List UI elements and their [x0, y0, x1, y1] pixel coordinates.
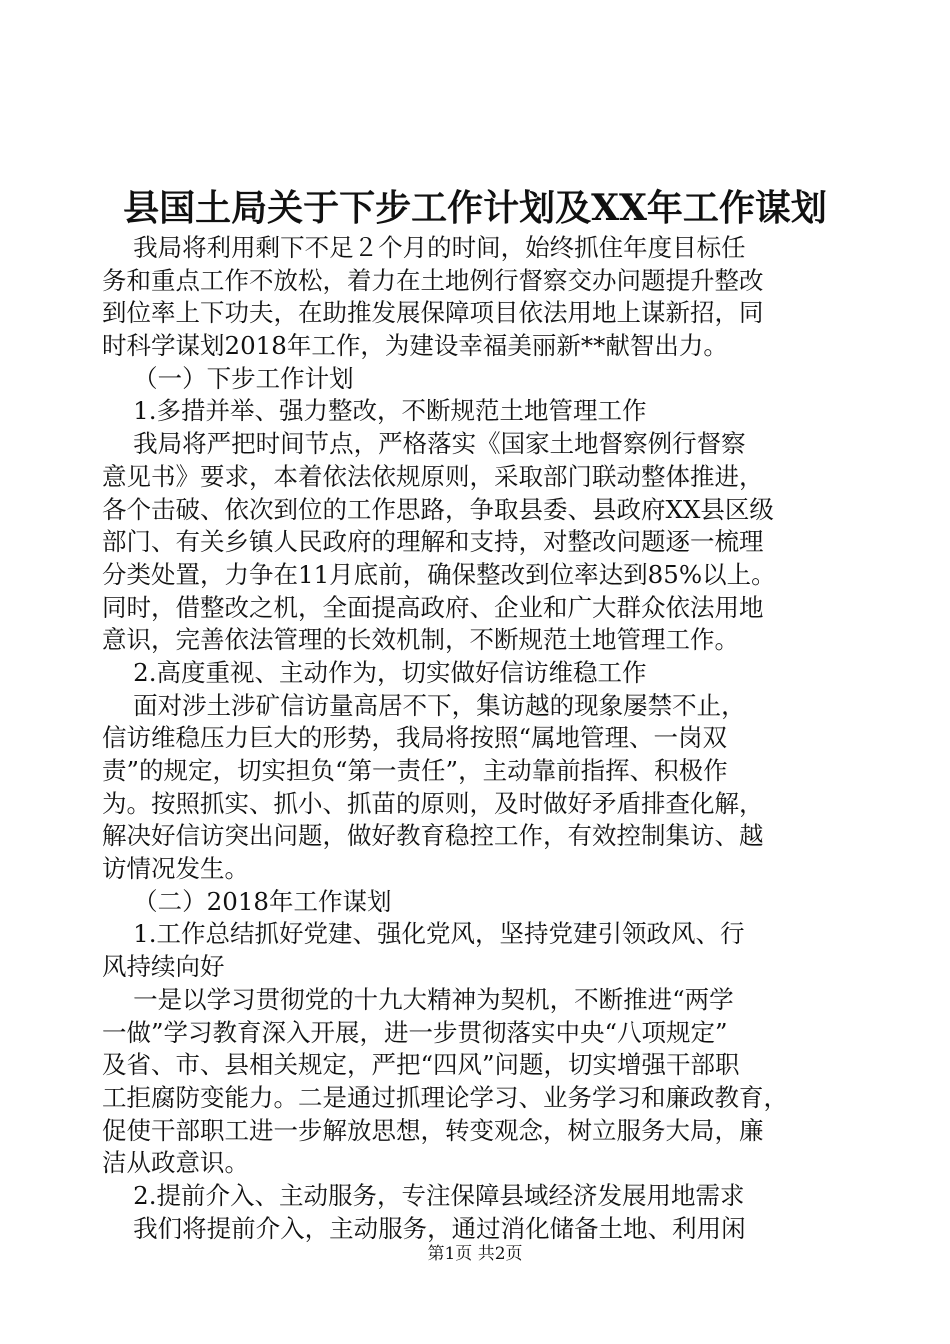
- text-line: 到位率上下功夫，在助推发展保障项目依法用地上谋新招，同: [102, 298, 764, 328]
- text-line: 促使干部职工进一步解放思想，转变观念，树立服务大局，廉: [102, 1115, 764, 1145]
- text-line: 分类处置，力争在11月底前，确保整改到位率达到85%以上。: [102, 559, 776, 589]
- text-line: 为。按照抓实、抓小、抓苗的原则，及时做好矛盾排查化解，: [102, 788, 764, 818]
- text-line: 我局将严把时间节点，严格落实《国家土地督察例行督察: [102, 429, 746, 459]
- text-line: 1.工作总结抓好党建、强化党风，坚持党建引领政风、行: [102, 919, 745, 949]
- text-line: 意见书》要求，本着依法依规原则，采取部门联动整体推进，: [102, 461, 764, 491]
- text-line: 务和重点工作不放松，着力在土地例行督察交办问题提升整改: [102, 265, 764, 295]
- document-body: [102, 232, 838, 1245]
- text-line: 工拒腐防变能力。二是通过抓理论学习、业务学习和廉政教育，: [102, 1082, 788, 1112]
- text-line: 1.多措并举、强力整改，不断规范土地管理工作: [102, 396, 647, 426]
- document-title: 县国土局关于下步工作计划及XX年工作谋划: [123, 187, 827, 229]
- text-line: 访情况发生。: [102, 854, 249, 884]
- text-line: 一是以学习贯彻党的十九大精神为契机，不断推进“两学: [102, 984, 734, 1014]
- text-line: 我局将利用剩下不足２个月的时间，始终抓住年度目标任: [102, 233, 746, 262]
- text-line: 部门、有关乡镇人民政府的理解和支持，对整改问题逐一梳理: [102, 527, 764, 557]
- text-line: （一）下步工作计划: [102, 363, 354, 393]
- text-line: 信访维稳压力巨大的形势，我局将按照“属地管理、一岗双: [102, 723, 728, 753]
- text-line: 2.高度重视、主动作为，切实做好信访维稳工作: [102, 657, 647, 687]
- text-line: 洁从政意识。: [102, 1148, 249, 1178]
- page-footer: 第1页 共2页: [427, 1244, 523, 1264]
- text-line: （二）2018年工作谋划: [102, 886, 392, 916]
- text-line: 时科学谋划2018年工作，为建设幸福美丽新**献智出力。: [102, 331, 728, 361]
- text-line: 同时，借整改之机，全面提高政府、企业和广大群众依法用地: [102, 592, 764, 622]
- text-line: 解决好信访突出问题，做好教育稳控工作，有效控制集访、越: [102, 821, 764, 851]
- text-line: 责”的规定，切实担负“第一责任”，主动靠前指挥、积极作: [102, 756, 728, 785]
- text-line: 各个击破、依次到位的工作思路，争取县委、县政府XX县区级: [102, 494, 774, 524]
- text-line: 面对涉土涉矿信访量高居不下，集访越的现象屡禁不止，: [102, 690, 746, 720]
- text-line: 一做”学习教育深入开展，进一步贯彻落实中央“八项规定”: [102, 1017, 728, 1047]
- text-line: 意识，完善依法管理的长效机制，不断规范土地管理工作。: [102, 625, 739, 655]
- text-line: 风持续向好: [102, 952, 225, 982]
- text-line: 我们将提前介入，主动服务，通过消化储备土地、利用闲: [102, 1213, 746, 1243]
- text-line: 2.提前介入、主动服务，专注保障县域经济发展用地需求: [102, 1180, 745, 1210]
- text-line: 及省、市、县相关规定，严把“四风”问题，切实增强干部职: [102, 1050, 740, 1080]
